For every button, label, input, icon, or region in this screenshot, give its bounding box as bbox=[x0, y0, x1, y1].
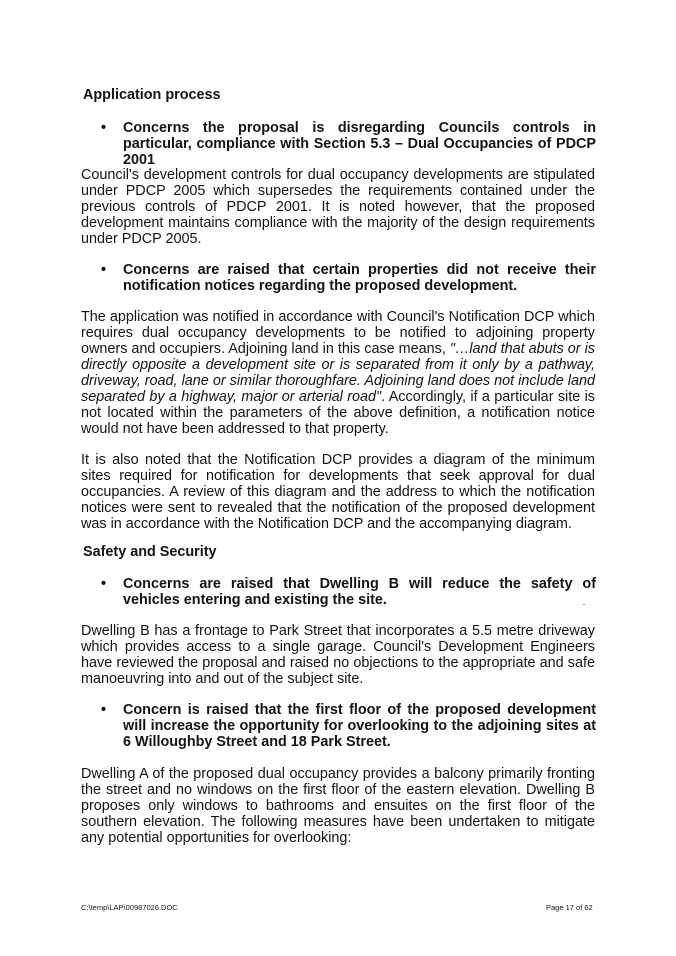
paragraph: Council's development controls for dual occupancy developments are stipulated under PDCP 2005 which supersedes the requirements contained under the previous controls of PDCP 2001. It is noted however, that the proposed development maintains compliance with the majority of the design requirements under PDCP 2005. bbox=[81, 167, 595, 247]
paragraph: It is also noted that the Notification DCP provides a diagram of the minimum sites required for notification for developments that seek approval for dual occupancies. A review of this diagram and the address to which the notification notices were sent to revealed that the notification of the proposed development was in accordance with the Notification DCP and the accompanying diagram. bbox=[81, 452, 595, 532]
paragraph bbox=[81, 309, 595, 437]
paragraph-text: . Accordingly, if a particular site is not located within the parameters of the above definition, a notification notice would not have been addressed to that property. bbox=[81, 389, 595, 437]
bullet-marker: • bbox=[101, 702, 107, 718]
paragraph: Dwelling B has a frontage to Park Street that incorporates a 5.5 metre driveway which provides access to a single garage. Council's Development Engineers have reviewed the proposal and raised no objections to the appropriate and safe manoeuvring into and out of the subject site. bbox=[81, 623, 595, 687]
footer-file-path: C:\temp\LAP\00987026.DOC bbox=[81, 903, 178, 912]
bullet-text: Concerns are raised that certain properties did not receive their notification notices regarding the proposed development. bbox=[123, 262, 596, 294]
paragraph: Dwelling A of the proposed dual occupancy provides a balcony primarily fronting the street and no windows on the first floor of the eastern elevation. Dwelling B proposes only windows to bathrooms and ensuites on the first floor of the southern elevation. The following measures have been undertaken to mitigate any potential opportunities for overlooking: bbox=[81, 766, 595, 846]
bullet-text: Concerns are raised that Dwelling B will reduce the safety of vehicles entering and existing the site. bbox=[123, 576, 596, 608]
quoted-definition: "…land that abuts or is directly opposite a development site or is separated from it only by a pathway, driveway, road, lane or similar thoroughfare. Adjoining land does not include land separated by a highway, major or arterial road" bbox=[81, 341, 595, 405]
bullet-marker: • bbox=[101, 262, 107, 278]
scan-speck bbox=[583, 604, 585, 605]
heading-safety-security: Safety and Security bbox=[83, 544, 217, 560]
bullet-item bbox=[101, 120, 596, 168]
heading-application-process: Application process bbox=[83, 87, 221, 103]
bullet-text: Concerns the proposal is disregarding Councils controls in particular, compliance with Section 5.3 – Dual Occupancies of PDCP 2001 bbox=[123, 120, 596, 168]
bullet-marker: • bbox=[101, 576, 107, 592]
paragraph-text: The application was notified in accordance with Council's Notification DCP which requires dual occupancy developments to be notified to adjoining property owners and occupiers. Adjoining land in this case means, bbox=[81, 309, 595, 357]
bullet-text: Concern is raised that the first floor of the proposed development will increase the opportunity for overlooking to the adjoining sites at 6 Willoughby Street and 18 Park Street. bbox=[123, 702, 596, 750]
bullet-item bbox=[101, 702, 596, 750]
bullet-marker: • bbox=[101, 120, 107, 136]
bullet-item bbox=[101, 576, 596, 608]
bullet-item bbox=[101, 262, 596, 294]
footer-page-number: Page 17 of 62 bbox=[546, 903, 593, 912]
